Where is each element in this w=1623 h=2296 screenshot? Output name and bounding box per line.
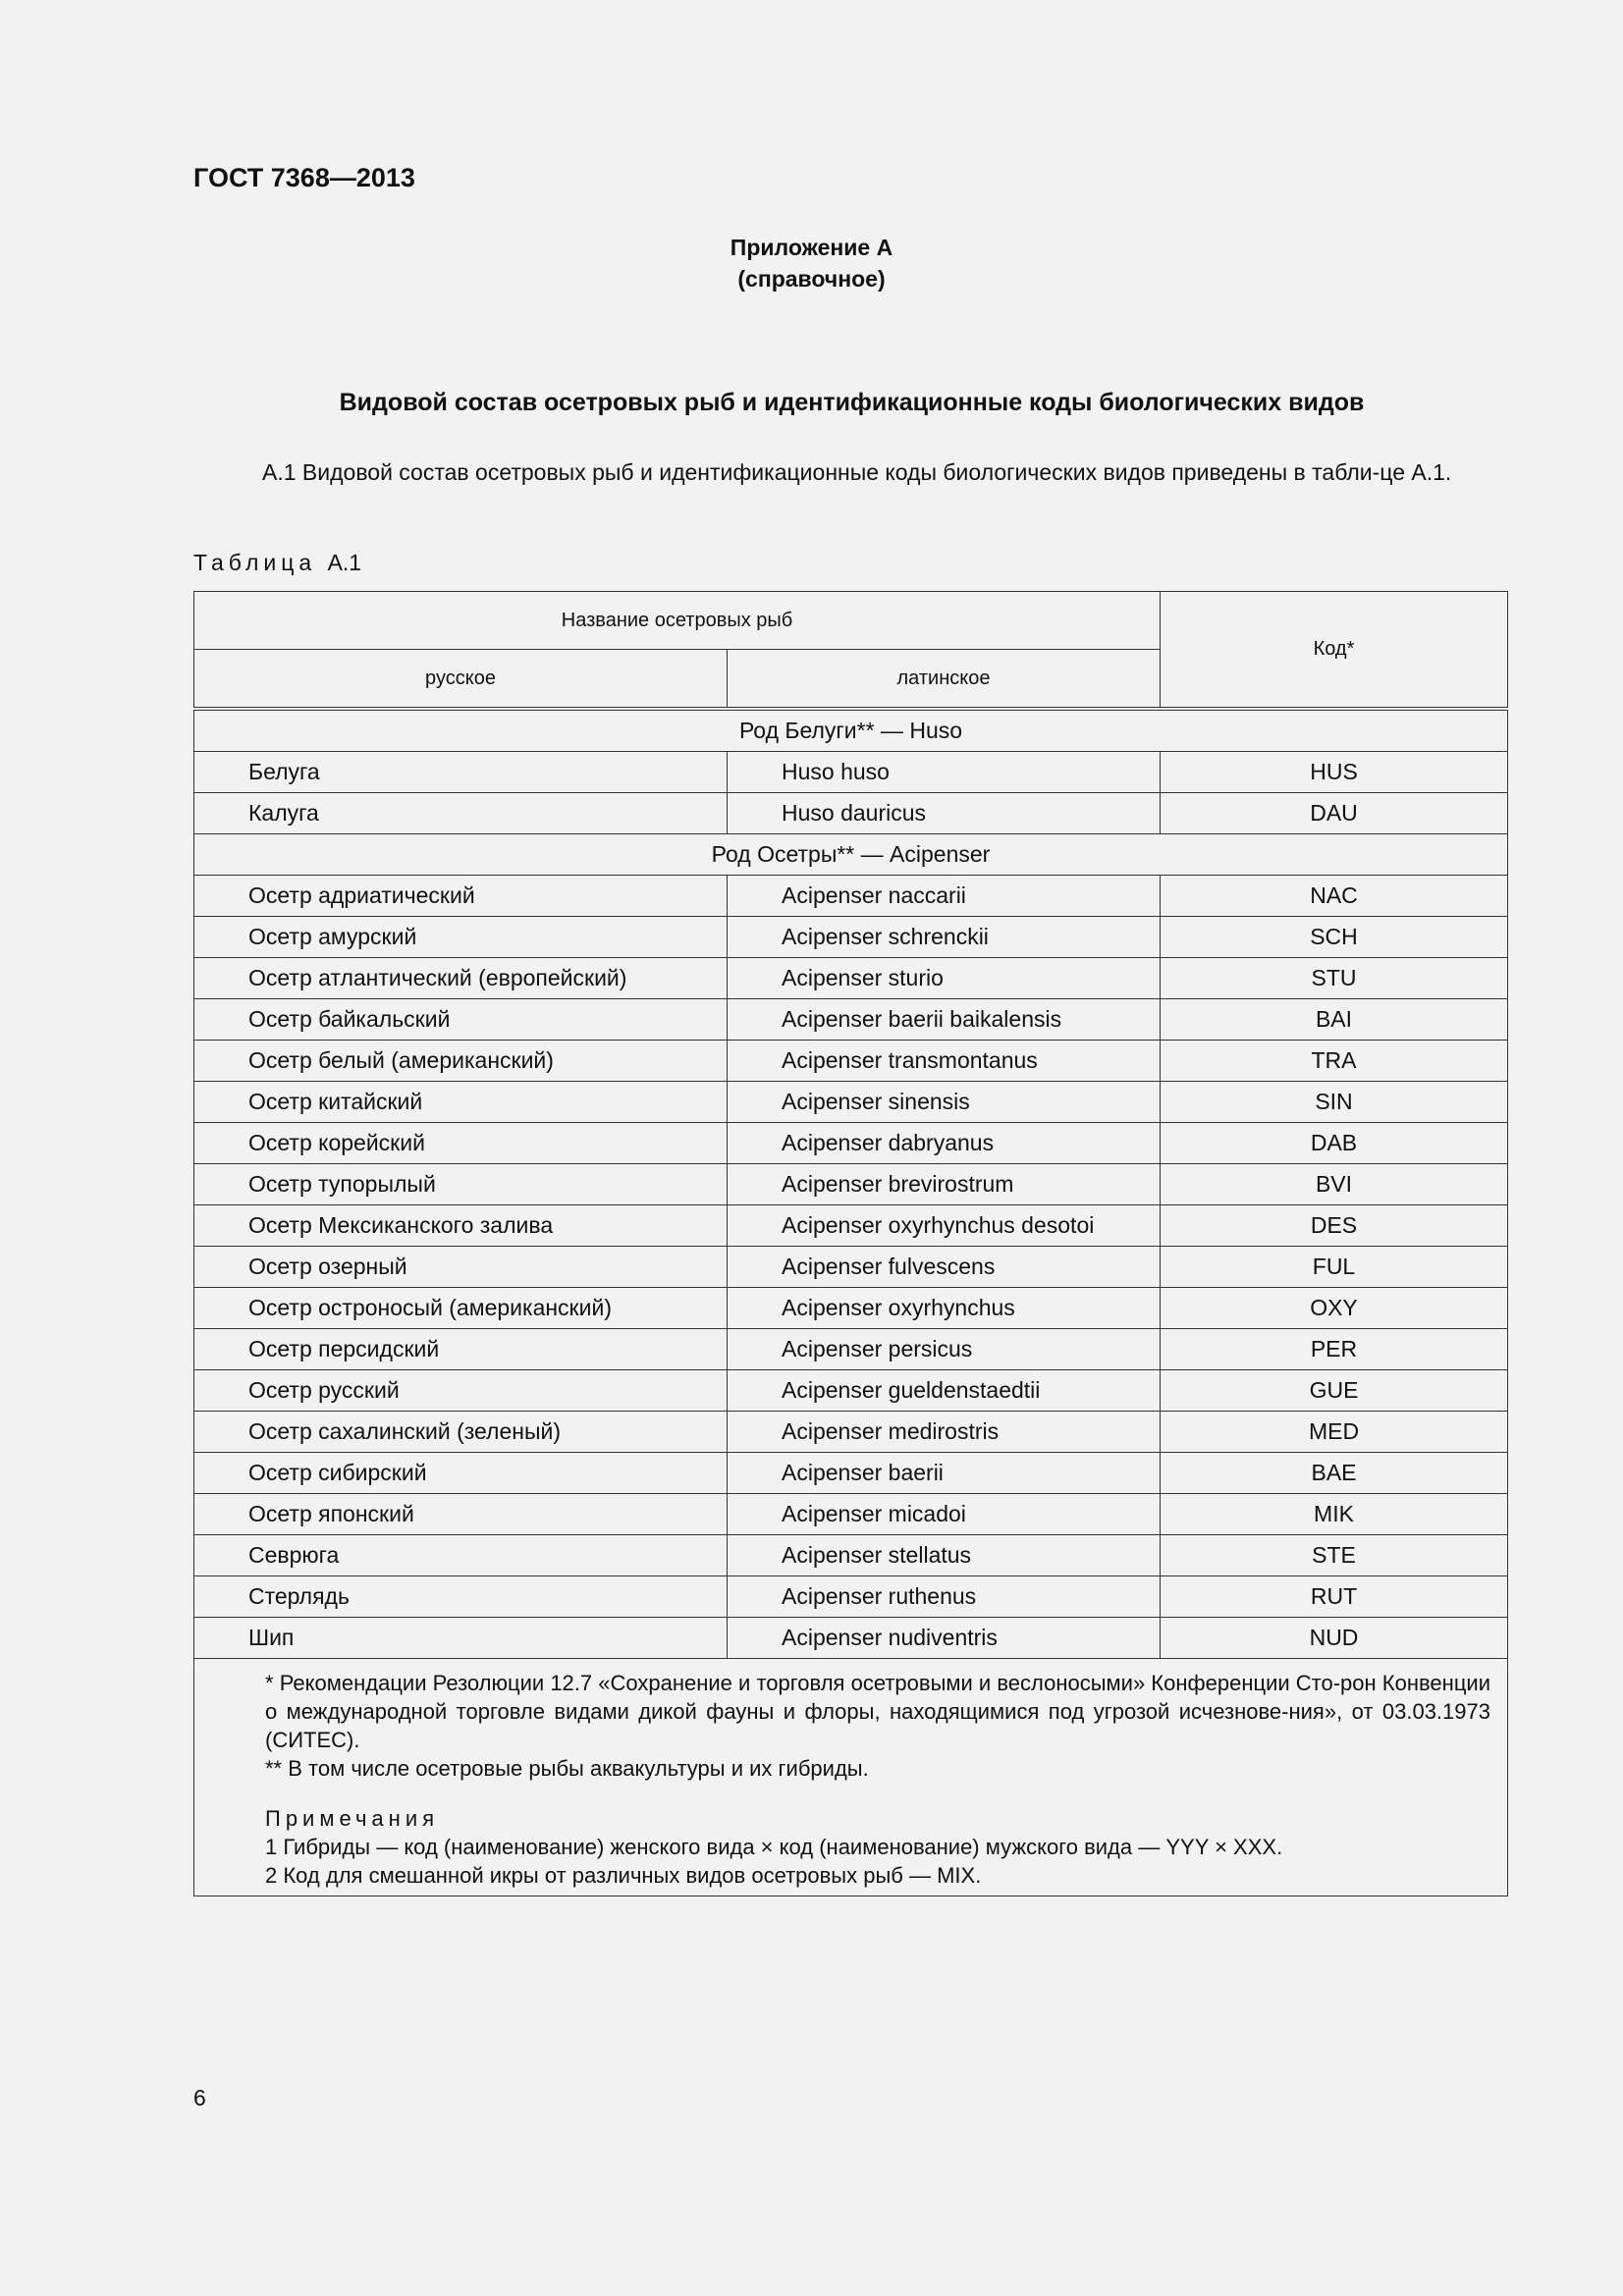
species-code: BAE	[1161, 1453, 1508, 1494]
species-code: FUL	[1161, 1247, 1508, 1288]
species-latin-name: Acipenser transmontanus	[728, 1041, 1161, 1082]
species-russian-name: Белуга	[194, 752, 728, 793]
species-latin-name: Acipenser dabryanus	[728, 1123, 1161, 1164]
table-row	[194, 1618, 1508, 1659]
species-code: BAI	[1161, 999, 1508, 1041]
table-row	[194, 917, 1508, 958]
species-code: NAC	[1161, 876, 1508, 917]
species-code: DES	[1161, 1205, 1508, 1247]
header-russian: русское	[194, 650, 728, 710]
species-latin-name: Acipenser baerii baikalensis	[728, 999, 1161, 1041]
species-code: SCH	[1161, 917, 1508, 958]
table-row	[194, 1164, 1508, 1205]
table-row	[194, 1247, 1508, 1288]
appendix-type: (справочное)	[737, 266, 886, 292]
table-caption-number: А.1	[327, 550, 362, 575]
intro-paragraph-text: А.1 Видовой состав осетровых рыб и идентификационные коды биологических видов приведены в табли-це А.1.	[262, 459, 1452, 485]
species-code: STE	[1161, 1535, 1508, 1576]
table-row	[194, 999, 1508, 1041]
species-russian-name: Севрюга	[194, 1535, 728, 1576]
species-code: DAU	[1161, 793, 1508, 834]
species-code: PER	[1161, 1329, 1508, 1370]
species-code: HUS	[1161, 752, 1508, 793]
species-latin-name: Huso dauricus	[728, 793, 1161, 834]
species-latin-name: Acipenser stellatus	[728, 1535, 1161, 1576]
table-body	[194, 709, 1508, 1659]
species-russian-name: Шип	[194, 1618, 728, 1659]
section-title: Видовой состав осетровых рыб и идентификационные коды биологических видов	[339, 389, 1365, 416]
species-latin-name: Acipenser nudiventris	[728, 1618, 1161, 1659]
species-latin-name: Acipenser sturio	[728, 958, 1161, 999]
species-latin-name: Huso huso	[728, 752, 1161, 793]
footnote-star1: * Рекомендации Резолюции 12.7 «Сохранение и торговля осетровыми и веслоносыми» Конференции Сто-рон Конвенции о международной торговле видами дикой фауны и флоры, находящимися под угрозой исчезнове-ния», от 03.03.1973 (СИТЕС).	[265, 1671, 1490, 1752]
species-russian-name: Осетр корейский	[194, 1123, 728, 1164]
group-row	[194, 709, 1508, 752]
species-russian-name: Осетр белый (американский)	[194, 1041, 728, 1082]
table-row	[194, 793, 1508, 834]
species-russian-name: Стерлядь	[194, 1576, 728, 1618]
species-code: GUE	[1161, 1370, 1508, 1412]
species-code: BVI	[1161, 1164, 1508, 1205]
table-row	[194, 752, 1508, 793]
table-row	[194, 958, 1508, 999]
species-russian-name: Осетр сибирский	[194, 1453, 728, 1494]
species-code: DAB	[1161, 1123, 1508, 1164]
species-table	[193, 591, 1508, 1896]
species-code: MED	[1161, 1412, 1508, 1453]
species-russian-name: Калуга	[194, 793, 728, 834]
species-russian-name: Осетр японский	[194, 1494, 728, 1535]
species-code: TRA	[1161, 1041, 1508, 1082]
species-russian-name: Осетр озерный	[194, 1247, 728, 1288]
species-latin-name: Acipenser persicus	[728, 1329, 1161, 1370]
group-title: Род Осетры** — Acipenser	[194, 834, 1508, 876]
header-latin: латинское	[728, 650, 1161, 710]
table-row	[194, 876, 1508, 917]
species-code: NUD	[1161, 1618, 1508, 1659]
species-latin-name: Acipenser micadoi	[728, 1494, 1161, 1535]
species-code: STU	[1161, 958, 1508, 999]
species-russian-name: Осетр адриатический	[194, 876, 728, 917]
species-latin-name: Acipenser schrenckii	[728, 917, 1161, 958]
table-row	[194, 1370, 1508, 1412]
table-caption	[193, 550, 361, 576]
table-row	[194, 1205, 1508, 1247]
table-row	[194, 1123, 1508, 1164]
appendix-heading	[0, 232, 1623, 294]
species-russian-name: Осетр амурский	[194, 917, 728, 958]
footnote-star2: ** В том числе осетровые рыбы аквакультуры и их гибриды.	[265, 1756, 869, 1781]
species-russian-name: Осетр Мексиканского залива	[194, 1205, 728, 1247]
page-number: 6	[193, 2085, 206, 2110]
species-latin-name: Acipenser baerii	[728, 1453, 1161, 1494]
table-row	[194, 1576, 1508, 1618]
species-latin-name: Acipenser naccarii	[728, 876, 1161, 917]
table-caption-word: Таблица	[193, 550, 317, 575]
table-row	[194, 1041, 1508, 1082]
species-russian-name: Осетр сахалинский (зеленый)	[194, 1412, 728, 1453]
species-code: SIN	[1161, 1082, 1508, 1123]
header-names: Название осетровых рыб	[194, 592, 1161, 650]
species-latin-name: Acipenser oxyrhynchus desotoi	[728, 1205, 1161, 1247]
table-row	[194, 1535, 1508, 1576]
notes-title: Примечания	[265, 1806, 440, 1831]
appendix-title: Приложение А	[730, 235, 893, 260]
species-code: MIK	[1161, 1494, 1508, 1535]
intro-paragraph	[193, 457, 1507, 487]
table-row	[194, 1412, 1508, 1453]
table-row	[194, 1494, 1508, 1535]
species-latin-name: Acipenser ruthenus	[728, 1576, 1161, 1618]
table-footnotes	[194, 1659, 1508, 1896]
species-latin-name: Acipenser fulvescens	[728, 1247, 1161, 1288]
document-code: ГОСТ 7368—2013	[193, 163, 415, 192]
table-row	[194, 1329, 1508, 1370]
table-row	[194, 1288, 1508, 1329]
species-latin-name: Acipenser oxyrhynchus	[728, 1288, 1161, 1329]
note-2: 2 Код для смешанной икры от различных видов осетровых рыб — MIX.	[265, 1863, 982, 1888]
species-russian-name: Осетр персидский	[194, 1329, 728, 1370]
group-row	[194, 834, 1508, 876]
group-title: Род Белуги** — Huso	[194, 709, 1508, 752]
note-1: 1 Гибриды — код (наименование) женского вида × код (наименование) мужского вида — YYY × XXX.	[265, 1835, 1283, 1859]
species-code: RUT	[1161, 1576, 1508, 1618]
species-russian-name: Осетр китайский	[194, 1082, 728, 1123]
species-russian-name: Осетр байкальский	[194, 999, 728, 1041]
header-code: Код*	[1161, 592, 1508, 710]
table-row	[194, 1453, 1508, 1494]
species-russian-name: Осетр русский	[194, 1370, 728, 1412]
species-latin-name: Acipenser sinensis	[728, 1082, 1161, 1123]
species-code: OXY	[1161, 1288, 1508, 1329]
species-latin-name: Acipenser gueldenstaedtii	[728, 1370, 1161, 1412]
species-russian-name: Осетр атлантический (европейский)	[194, 958, 728, 999]
table-row	[194, 1082, 1508, 1123]
species-latin-name: Acipenser brevirostrum	[728, 1164, 1161, 1205]
species-russian-name: Осетр тупорылый	[194, 1164, 728, 1205]
species-latin-name: Acipenser medirostris	[728, 1412, 1161, 1453]
species-russian-name: Осетр остроносый (американский)	[194, 1288, 728, 1329]
